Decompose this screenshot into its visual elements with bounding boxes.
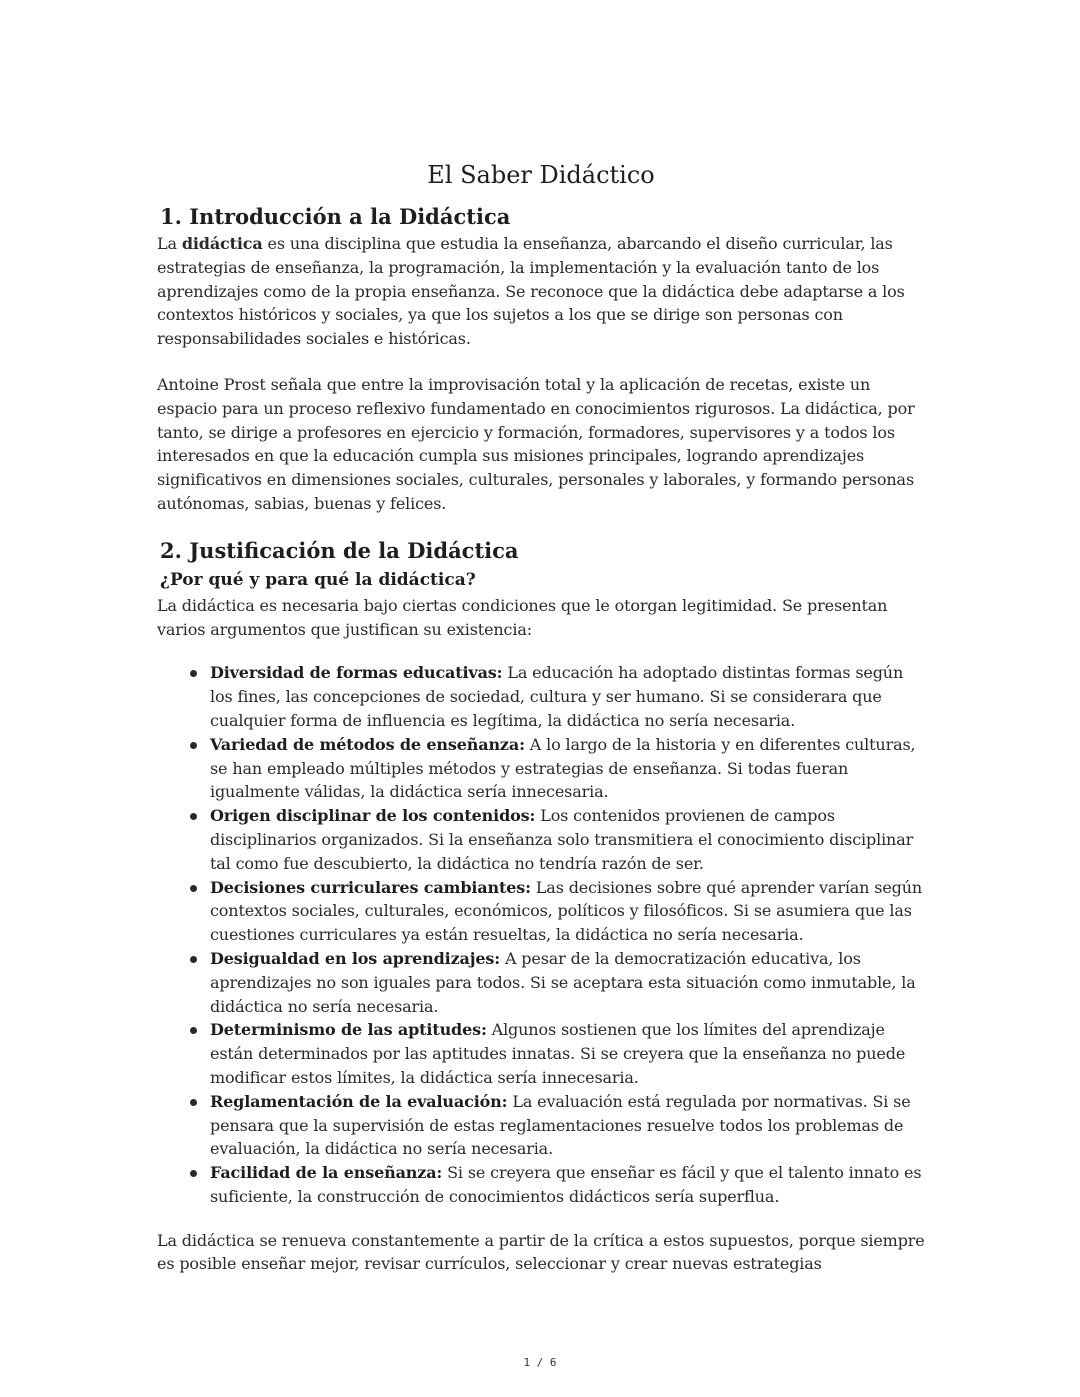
list-item-term: Facilidad de la enseñanza: [210, 1163, 443, 1183]
bold-term-didactica: didáctica [181, 234, 263, 253]
list-item-text: Los contenidos provienen de campos disciplinarios organizados. Si la enseñanza solo transmitiera el conocimiento disciplinar tal como fue descubierto, la didáctica no tendría razón de ser. [210, 806, 914, 873]
list-item-term: Desigualdad en los aprendizajes: [210, 948, 501, 968]
list-item [210, 1018, 925, 1089]
section-1-paragraph-1 [157, 232, 925, 351]
list-item-term: Decisiones curriculares cambiantes: [210, 877, 531, 897]
list-item-text: A pesar de la democratización educativa, los aprendizajes no son iguales para todos. Si se aceptara esta situación como inmutable, la didáctica no sería necesaria. [210, 948, 916, 1016]
list-item [210, 661, 925, 732]
arguments-list [157, 661, 925, 1208]
section-2-intro: La didáctica es necesaria bajo ciertas condiciones que le otorgan legitimidad. Se presentan varios argumentos que justifican su existencia: [157, 595, 888, 639]
list-item-text: Algunos sostienen que los límites del aprendizaje están determinados por las aptitudes innatas. Si se creyera que la enseñanza no puede modificar estos límites, la didáctica sería innecesaria. [210, 1020, 906, 1087]
section-1-heading: 1. Introducción a la Didáctica [160, 204, 511, 229]
paragraph-rest: es una disciplina que estudia la enseñanza, abarcando el diseño curricular, las estrategias de enseñanza, la programación, la implementación y la evaluación tanto de los aprendizajes como de la propia enseñanza. Se reconoce que la didáctica debe adaptarse a los contextos históricos y sociales, ya que los sujetos a los que se dirige son personas con responsabilidades sociales e históricas. [157, 234, 905, 349]
list-item-term: Diversidad de formas educativas: [210, 663, 503, 683]
list-item-term: Reglamentación de la evaluación: [210, 1091, 508, 1111]
document-title: El Saber Didáctico [427, 161, 655, 189]
section-2 [157, 536, 925, 1277]
list-item [210, 947, 925, 1018]
list-item-text: La evaluación está regulada por normativas. Si se pensara que la supervisión de estas reglamentaciones resuelve todos los problemas de evaluación, la didáctica no sería necesaria. [210, 1091, 911, 1159]
list-item-text: Si se creyera que enseñar es fácil y que el talento innato es suficiente, la construcción de conocimientos didácticos sería superflua. [210, 1163, 922, 1206]
list-item [210, 733, 925, 804]
list-item [210, 804, 925, 875]
section-2-subheading: ¿Por qué y para qué la didáctica? [160, 569, 476, 590]
list-item-term: Variedad de métodos de enseñanza: [210, 734, 525, 754]
list-item [210, 1090, 925, 1161]
section-2-closing: La didáctica se renueva constantemente a partir de la crítica a estos supuestos, porque siempre es posible enseñar mejor, revisar currículos, seleccionar y crear nuevas estrategias [157, 1230, 925, 1274]
list-item-term: Origen disciplinar de los contenidos: [210, 806, 536, 826]
list-item-text: La educación ha adoptado distintas formas según los fines, las concepciones de sociedad, cultura y ser humano. Si se considerara que cualquier forma de influencia es legítima, la didáctica no sería necesaria. [210, 663, 904, 730]
list-item [210, 1161, 925, 1209]
list-item-text: A lo largo de la historia y en diferentes culturas, se han empleado múltiples métodos y estrategias de enseñanza. Si todas fueran igualmente válidas, la didáctica sería innecesaria. [210, 734, 916, 802]
page-number: 1 / 6 [523, 1356, 557, 1369]
section-1-paragraph-2: Antoine Prost señala que entre la improvisación total y la aplicación de recetas, existe un espacio para un proceso reflexivo fundamentado en conocimientos rigurosos. La didáctica, por tanto, se dirige a profesores en ejercicio y formación, formadores, supervisores y a todos los interesados en que la educación cumpla sus misiones principales, logrando aprendizajes significativos en dimensiones sociales, culturales, personales y laborales, y formando personas autónomas, sabias, buenas y felices. [157, 374, 915, 513]
list-item-text: Las decisiones sobre qué aprender varían según contextos sociales, culturales, económicos, políticos y filosóficos. Si se asumiera que las cuestiones curriculares ya están resueltas, la didáctica no sería necesaria. [210, 877, 923, 945]
section-2-heading: 2. Justificación de la Didáctica [160, 537, 519, 563]
list-item-term: Determinismo de las aptitudes: [210, 1020, 487, 1040]
document-page [157, 158, 925, 1276]
list-item [210, 876, 925, 947]
paragraph-lead: La [157, 234, 182, 253]
